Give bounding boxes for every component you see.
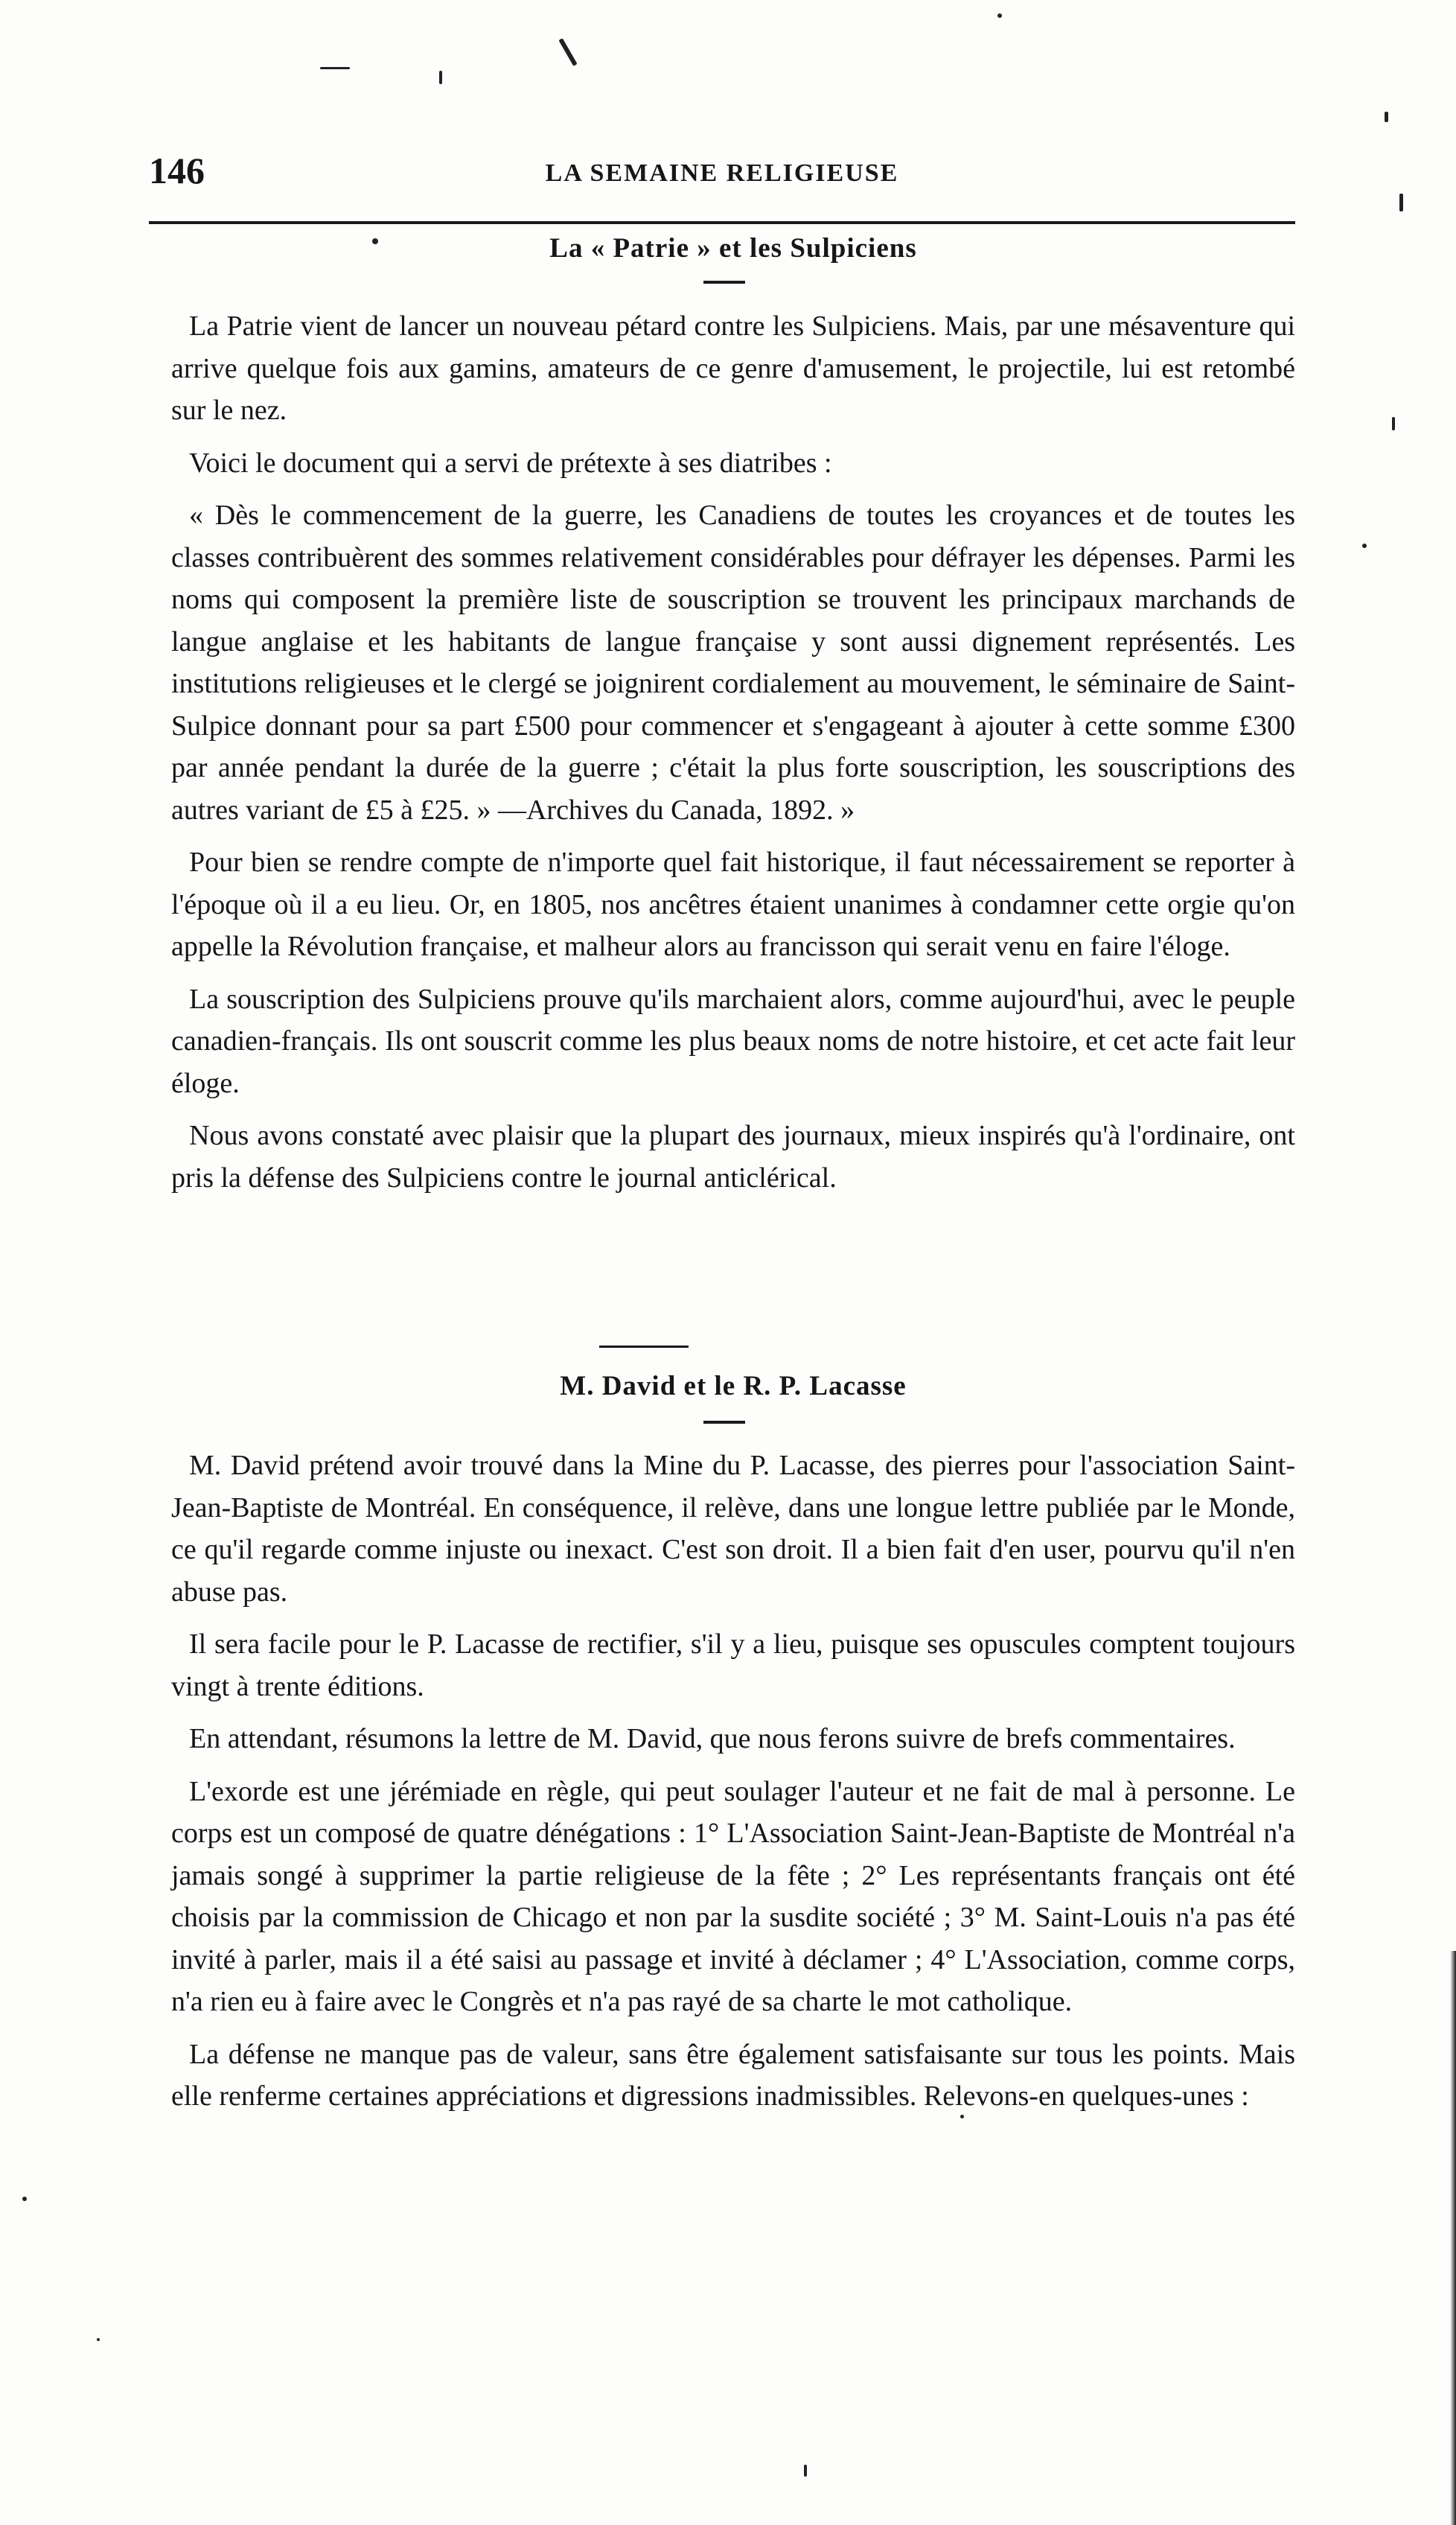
scan-speck [1362, 544, 1367, 548]
paragraph: La Patrie vient de lancer un nouveau pétard contre les Sulpiciens. Mais, par une mésaventure qui arrive quelque fois aux gamins, amateurs de ce genre d'amusement, le projectile, lui est retombé sur le nez. [171, 311, 1295, 426]
paragraph: Il sera facile pour le P. Lacasse de rectifier, s'il y a lieu, puisque ses opuscules comptent toujours vingt à trente éditions. [171, 1628, 1295, 1702]
scan-speck [22, 2197, 27, 2201]
page-header [149, 149, 1295, 201]
scan-speck [997, 13, 1002, 18]
paragraph: La souscription des Sulpiciens prouve qu'ils marchaient alors, comme aujourd'hui, avec le peuple canadien-français. Ils ont souscrit comme les plus beaux noms de notre histoire, et cet acte fait leur éloge. [171, 983, 1295, 1099]
quoted-document: « Dès le commencement de la guerre, les Canadiens de toutes les croyances et de toutes les classes contribuèrent des sommes relativement considérables pour défrayer les dépenses. Parmi les noms qui composent la première liste de souscription se trouvent les principaux marchands de langue anglaise et les habitants de langue française y sont aussi dignement représentés. Les institutions religieuses et le clergé se joignirent cordialement au mouvement, le séminaire de Saint-Sulpice donnant pour sa part £500 pour commencer et s'engageant à ajouter à cette somme £300 par année pendant la durée de la guerre ; c'était la plus forte souscription, les souscriptions des autres variant de £5 à £25. » —Archives du Canada, 1892. » [171, 500, 1295, 826]
paragraph: En attendant, résumons la lettre de M. David, que nous ferons suivre de brefs commentaires. [189, 1723, 1236, 1754]
scan-speck [1399, 194, 1403, 211]
paragraph: Voici le document qui a servi de prétexte à ses diatribes : [189, 447, 832, 479]
scan-mark [439, 71, 442, 84]
paragraph: L'exorde est une jérémiade en règle, qui peut soulager l'auteur et ne fait de mal à personne. Le corps est un composé de quatre dénégations : 1° L'Association Saint-Jean-Baptiste de Montréal n'a jamais songé à supprimer la partie religieuse de la fête ; 2° Les représentants français ont été choisis par la commission de Chicago et non par la susdite société ; 3° M. Saint-Louis n'a pas été invité à parler, mais il a été saisi au passage et invité à déclamer ; 4° L'Association, comme corps, n'a rien eu à faire avec le Congrès et n'a pas rayé de sa charte le mot catholique. [171, 1775, 1295, 2017]
header-rule [149, 221, 1295, 224]
scan-mark [558, 38, 577, 66]
scan-speck [804, 2465, 807, 2477]
scan-speck [1385, 112, 1388, 122]
scan-speck [1392, 417, 1395, 430]
scan-speck [97, 2338, 100, 2341]
paragraph: La défense ne manque pas de valeur, sans être également satisfaisante sur tous les points. Mais elle renferme certaines appréciations et digressions inadmissibles. Relevons-en quelques-unes : [171, 2038, 1295, 2112]
title-dash [703, 281, 745, 284]
paragraph: M. David prétend avoir trouvé dans la Mine du P. Lacasse, des pierres pour l'association Saint-Jean-Baptiste de Montréal. En conséquence, il relève, dans une longue lettre publiée par le Monde, ce qu'il regarde comme injuste ou inexact. C'est son droit. Il a bien fait d'en user, pourvu qu'il n'en abuse pas. [171, 1450, 1295, 1608]
section-title-david-lacasse: M. David et le R. P. Lacasse [560, 1371, 907, 1401]
article-david-lacasse [171, 1445, 1295, 2128]
scan-edge [1450, 1951, 1456, 2525]
page-number: 146 [149, 150, 205, 191]
section-title-patrie: La « Patrie » et les Sulpiciens [549, 233, 917, 264]
section-separator [599, 1346, 689, 1348]
running-title: LA SEMAINE RELIGIEUSE [545, 159, 899, 187]
paragraph: Pour bien se rendre compte de n'importe quel fait historique, il faut nécessairement se reporter à l'époque où il a eu lieu. Or, en 1805, nos ancêtres étaient unanimes à condamner cette orgie qu'on appelle la Révolution française, et malheur alors au francisson qui serait venu en faire l'éloge. [171, 847, 1295, 962]
title-dash [703, 1421, 745, 1424]
scan-speck [960, 2115, 964, 2118]
paragraph: Nous avons constaté avec plaisir que la plupart des journaux, mieux inspirés qu'à l'ordinaire, ont pris la défense des Sulpiciens contre le journal anticlérical. [171, 1120, 1295, 1194]
article-patrie-sulpiciens [171, 305, 1295, 1209]
scan-mark [320, 67, 350, 69]
scan-speck [372, 238, 378, 244]
